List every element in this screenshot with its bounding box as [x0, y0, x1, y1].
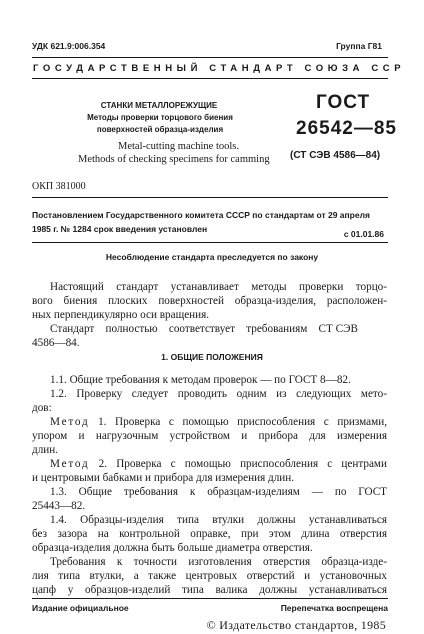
para-1-4-line6: цапф у образцов-изделий типа валика должны устанавливаться	[32, 584, 387, 596]
intro-line3: ных перпендикулярно оси вращения.	[32, 309, 210, 321]
penalty-note: Несоблюдение стандарта преследуется по закону	[105, 252, 319, 262]
effective-date: с 01.01.86	[343, 229, 384, 239]
method-1-line1: Метод 1. Проверка с помощью приспособления с призмами,	[50, 416, 387, 428]
intro-line2: вого биения плоских поверхностей образца-изделия, расположен-	[32, 295, 387, 307]
russian-subtitle-line1: Методы проверки торцового биения	[87, 113, 233, 122]
reprint-prohibited-note: Перепечатка воспрещена	[280, 603, 388, 613]
para-1-4-line3: образца-изделия должна быть больше диаметра отверстия.	[32, 542, 313, 554]
para-1-3: 1.3. Общие требования к образцам-изделиям — по ГОСТ	[50, 486, 387, 498]
section-heading: 1. ОБЩИЕ ПОЛОЖЕНИЯ	[161, 352, 263, 362]
intro-line5: 4586—84.	[32, 337, 80, 349]
para-1-4-line2: без зазора на контрольной оправке, при этом длина отверстия	[32, 528, 387, 540]
group-code: Группа Г81	[336, 41, 382, 51]
para-1-4-line5: лия типа втулки, а также центровых отверстий и установочных	[32, 570, 387, 582]
gost-number: 26542—85	[296, 118, 397, 139]
decree-line1: Постановлением Государственного комитета СССР по стандартам от 29 апреля	[32, 210, 370, 220]
method-term: Метод	[50, 458, 90, 470]
gost-label: ГОСТ	[316, 92, 371, 113]
decree-rule	[32, 242, 388, 243]
footer-rule	[32, 598, 388, 599]
para-1-2: 1.2. Проверку следует проводить одним из следующих мето-	[50, 388, 387, 400]
method-2-line1: Метод 2. Проверка с помощью приспособления с центрами	[50, 458, 387, 470]
method-term: Метод	[50, 416, 90, 428]
top-rule	[32, 57, 388, 58]
state-standard-heading: ГОСУДАРСТВЕННЫЙ СТАНДАРТ СОЮЗА ССР	[33, 63, 406, 74]
intro-line4: Стандарт полностью соответствует требованиям СТ СЭВ	[50, 323, 358, 335]
okp-code: ОКП 381000	[32, 181, 86, 192]
method-2-line2: и центровыми бабками и прибора для измерения длин.	[32, 472, 295, 484]
intro-line1: Настоящий стандарт устанавливает методы проверки торцо-	[50, 281, 387, 293]
para-1-4-line1: 1.4. Образцы-изделия типа втулки должны устанавливаться	[50, 514, 387, 526]
method-1-line2: упором и нагрузочным устройством и прибора для измерения	[32, 430, 387, 442]
para-1-1: 1.1. Общие требования к методам проверок — по ГОСТ 8—82.	[50, 374, 351, 386]
para-1-2-cont: дов:	[32, 402, 52, 414]
official-edition-note: Издание официальное	[32, 603, 129, 613]
st-sev-reference: (СТ СЭВ 4586—84)	[290, 150, 381, 161]
russian-title: СТАНКИ МЕТАЛЛОРЕЖУЩИЕ	[100, 101, 218, 110]
para-1-4-line4: Требования к точности изготовления отверстия образца-изде-	[50, 556, 387, 568]
copyright-line: © Издательство стандартов, 1985	[206, 618, 386, 632]
russian-subtitle-line2: поверхностей образца-изделия	[96, 125, 224, 134]
udk-code: УДК 621.9:006.354	[32, 41, 106, 51]
english-title: Metal-cutting machine tools.	[118, 141, 240, 152]
method-1-line3: длин.	[32, 444, 59, 456]
decree-line2: 1985 г. № 1284 срок введения установлен	[32, 224, 208, 234]
para-1-3-cont: 25443—82.	[32, 500, 86, 512]
okp-rule	[32, 197, 388, 198]
header-rule	[32, 78, 388, 79]
english-subtitle: Methods of checking specimens for camming	[78, 154, 270, 165]
